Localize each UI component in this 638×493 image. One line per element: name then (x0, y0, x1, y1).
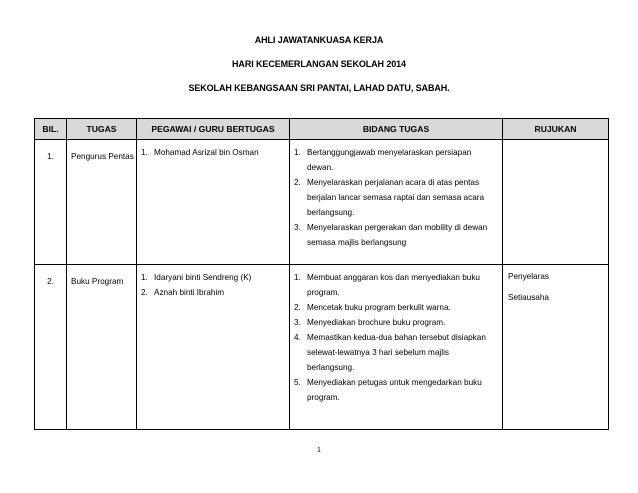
list-item (294, 145, 498, 175)
cell-pegawai (137, 140, 290, 265)
cell-bil: 1. (35, 140, 67, 265)
list-item (141, 270, 285, 285)
cell-bidang-tugas (290, 140, 503, 265)
list-text: Menyediakan petugas untuk mengedarkan buku program. (307, 378, 482, 402)
list-item (294, 270, 498, 300)
header-pegawai: PEGAWAI / GURU BERTUGAS (137, 119, 290, 140)
list-number: 1. (294, 148, 301, 157)
table-row (35, 140, 609, 265)
bidang-tugas-list (294, 270, 502, 405)
list-number: 4. (294, 333, 301, 342)
cell-pegawai (137, 265, 290, 430)
list-text: Bertanggungjawab menyelaraskan persiapan dewan. (307, 148, 472, 172)
list-text: Idaryani binti Sendreng (K) (154, 273, 252, 282)
list-number: 1. (294, 273, 301, 282)
list-item (141, 145, 285, 160)
title-school: SEKOLAH KEBANGSAAN SRI PANTAI, LAHAD DATU, SABAH. (188, 83, 450, 93)
list-number: 1. (141, 273, 148, 282)
list-number: 2. (294, 303, 301, 312)
title-committee: AHLI JAWATANKUASA KERJA (254, 35, 384, 45)
list-text: Mencetak buku program berkulit warna. (307, 303, 451, 312)
table-row (35, 265, 609, 430)
pegawai-list (141, 145, 289, 160)
list-item (294, 375, 498, 405)
list-item (294, 175, 498, 220)
list-number: 2. (294, 178, 301, 187)
title-event: HARI KECEMERLANGAN SEKOLAH 2014 (232, 59, 406, 69)
header-rujukan: RUJUKAN (503, 119, 609, 140)
list-text: Menyelaraskan perjalanan acara di atas pentas berjalan lancar semasa raptai dan semasa acara berlangsung. (307, 178, 485, 217)
cell-tugas: Pengurus Pentas (67, 140, 137, 265)
list-text: Mohamad Asrizal bin Osman (154, 148, 259, 157)
list-number: 1. (141, 148, 148, 157)
rujukan-item: Setiausaha (508, 293, 549, 302)
committee-table (34, 118, 609, 430)
list-text: Menyelaraskan pergerakan dan mobility di dewan semasa majlis berlangsung (307, 223, 488, 247)
cell-rujukan (503, 140, 609, 265)
list-number: 5. (294, 378, 301, 387)
list-number: 2. (141, 288, 148, 297)
table-header-row (35, 119, 609, 140)
list-text: Menyediakan brochure buku program. (307, 318, 446, 327)
cell-rujukan (503, 265, 609, 430)
list-text: Aznah binti Ibrahim (154, 288, 225, 297)
list-text: Memastikan kedua-dua bahan tersebut disiapkan selewat-lewatnya 3 hari sebelum majlis berlangsung. (307, 333, 486, 372)
header-tugas: TUGAS (67, 119, 137, 140)
pegawai-list (141, 270, 289, 300)
cell-bil: 2. (35, 265, 67, 430)
list-item (141, 285, 285, 300)
list-item (294, 330, 498, 375)
list-item (294, 315, 498, 330)
page-number: 1 (317, 447, 321, 454)
header-bil: BIL. (35, 119, 67, 140)
cell-bidang-tugas (290, 265, 503, 430)
list-number: 3. (294, 318, 301, 327)
rujukan-item: Penyelaras (508, 272, 549, 281)
list-item (294, 300, 498, 315)
cell-tugas: Buku Program (67, 265, 137, 430)
header-bidang-tugas: BIDANG TUGAS (290, 119, 503, 140)
bidang-tugas-list (294, 145, 502, 250)
list-number: 3. (294, 223, 301, 232)
list-text: Membuat anggaran kos dan menyediakan buku program. (307, 273, 480, 297)
list-item (294, 220, 498, 250)
